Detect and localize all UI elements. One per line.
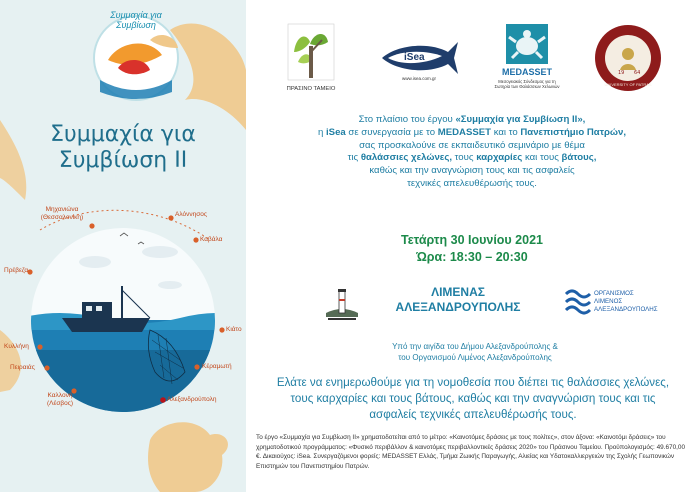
place-mixaniona: Μηχανιώνα (Θεσσαλονίκη) (40, 206, 84, 221)
invitation-paragraph: Ελάτε να ενημερωθούμε για τη νομοθεσία που διέπει τις θαλάσσιες χελώνες, τους καρχαρίες και τους βάτους, καθώς και την αναγνώριση τους και τις ασφαλείς τεχνικές απελευθέρωσής τους. (276, 376, 670, 421)
turtle-shape (148, 422, 228, 492)
isea-logo (378, 38, 460, 84)
intro-line-5: καθώς και την αναγνώριση τους και τις ασφαλείς (369, 165, 575, 177)
venue-line-1: ΛΙΜΕΝΑΣ (431, 285, 485, 299)
logo-text: Συμμαχία για Συμβίωση (110, 10, 162, 30)
intro-line-2: η iSea σε συνεργασία με το MEDASSET και το Πανεπιστήμιο Πατρών, (317, 126, 627, 138)
port-authority-text: ΟΡΓΑΝΙΣΜΟΣ ΛΙΜΕΝΟΣ ΑΛΕΞΑΝΔΡΟΥΠΟΛΗΣ (594, 290, 658, 313)
prasino-label: ΠΡΑΣΙΝΟ ΤΑΜΕΙΟ (286, 86, 336, 92)
waves-icon (564, 288, 596, 316)
port-authority-logo (564, 288, 688, 318)
manta-ray-shape (170, 24, 246, 130)
place-kiato: Κιάτο (226, 326, 242, 333)
medasset-logo (492, 22, 562, 96)
intro-line-3: σας προσκαλούνε σε εκπαιδευτικό σεμινάριο με θέμα (359, 139, 585, 151)
event-date: Τετάρτη 30 Ιουνίου 2021 (400, 233, 543, 247)
title-line-1: Συμμαχία για (50, 122, 196, 147)
left-panel (0, 0, 246, 492)
svg-text:19: 19 (618, 70, 625, 76)
venue-name (388, 285, 528, 315)
event-datetime (300, 232, 644, 266)
university-label: UNIVERSITY OF PATRAS (604, 82, 652, 87)
intro-line-1: Στο πλαίσιο του έργου «Συμμαχία για Συμβίωση ΙΙ», (358, 114, 586, 125)
title-line-2: Συμβίωση ΙΙ (58, 148, 188, 173)
svg-text:64: 64 (634, 70, 641, 76)
place-kavala: Καβάλα (200, 236, 223, 243)
venue-line-2: ΑΛΕΞΑΝΔΡΟΥΠΟΛΗΣ (395, 300, 521, 314)
place-kyllini: Κυλλήνη (4, 343, 29, 350)
prasino-tameio-logo (276, 22, 346, 94)
turtle-icon (492, 22, 562, 66)
auspices-text: Υπό την αιγίδα του Δήμου Αλεξανδρούπολης & του Οργανισμού Λιμένος Αλεξανδρούπολης (392, 342, 558, 362)
place-preveza: Πρέβεζα (4, 267, 29, 274)
medasset-sub-1: Μεσογειακός Σύνδεσμος για τη (498, 79, 556, 84)
isea-label: iSea (404, 52, 425, 63)
boat-hull (62, 318, 150, 332)
funding-footnote: Το έργο «Συμμαχία για Συμβίωση ΙΙ» χρηματοδοτείται από το μέτρο: «Καινοτόμες δράσεις με τους πολίτες», στον άξονα: «Καινοτόμι δράσεις» του χρηματοδοτικού προγράμματος: «Φυσικό περιβάλλον & καινοτόμες περιβαλλοντικές δράσεις 2020» του Πράσινου Ταμείου. Προϋπολογισμός: 49.670,00 €. Δικαιούχος: iSea. Συνεργαζόμενοι φορείς: MEDASSET Ελλάς, Τμήμα Ζωικής Παραγωγής, Αλιείας και Υδατοκαλλιεργειών της Σχολής Γεωπονικών Επιστημών του Πανεπιστημίου Πατρών. (256, 434, 686, 470)
place-peiraias: Πειραιάς (10, 364, 35, 371)
place-alonnisos: Αλόννησος (175, 211, 207, 218)
left-panel-artwork (0, 0, 246, 492)
lighthouse-icon (322, 283, 362, 323)
intro-line-6: τεχνικές απελευθέρωσής τους. (407, 177, 537, 189)
shark-fin-left (0, 330, 21, 392)
tree-icon (276, 22, 346, 84)
place-alexandroupoli: Αλεξανδρούπολη (167, 396, 217, 403)
place-keramoti: Κέραμωτή (202, 363, 232, 370)
left-panel-title (18, 122, 228, 174)
medasset-sub-2: Σωτηρία των Θαλάσσιων Χελωνών (494, 84, 560, 89)
university-of-patras-seal (594, 24, 662, 92)
intro-paragraph (258, 114, 686, 191)
place-kalloni: Καλλονή (Λέσβος) (46, 392, 74, 407)
medasset-label: MEDASSET (501, 67, 552, 77)
intro-line-4: τις θαλάσσιες χελώνες, τους καρχαρίες και τους βάτους, (347, 152, 597, 164)
isea-url: www.isea.com.gr (401, 76, 436, 81)
event-time: Ώρα: 18:30 – 20:30 (416, 250, 528, 264)
municipality-crest (322, 283, 362, 323)
